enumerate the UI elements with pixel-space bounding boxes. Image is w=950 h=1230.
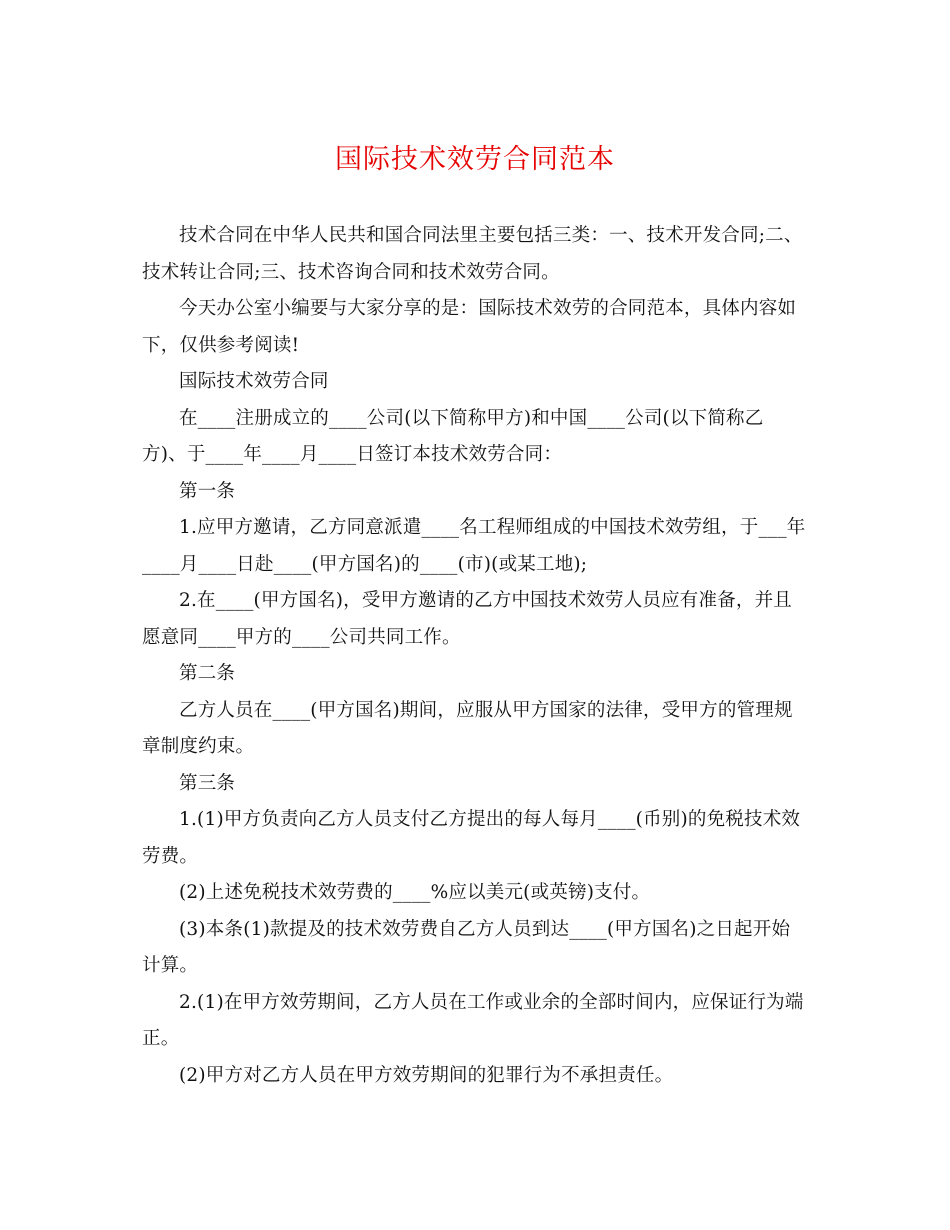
article-2-clause: 乙方人员在____(甲方国名)期间，应服从甲方国家的法律，受甲方的管理规章制度约束。 bbox=[142, 699, 793, 757]
paragraph-intro-2: 今天办公室小编要与大家分享的是：国际技术效劳的合同范本，具体内容如下，仅供参考阅读! bbox=[142, 298, 797, 356]
document-body bbox=[142, 218, 808, 1094]
article-3-clause-1-1: 1.(1)甲方负责向乙方人员支付乙方提出的每人每月____(币别)的免税技术效劳费。 bbox=[142, 809, 801, 867]
article-1-heading: 第一条 bbox=[179, 480, 236, 502]
paragraph-intro-1: 技术合同在中华人民共和国合同法里主要包括三类：一、技术开发合同;二、技术转让合同;三、技术咨询合同和技术效劳合同。 bbox=[142, 225, 803, 283]
article-3-heading: 第三条 bbox=[179, 772, 236, 794]
contract-heading: 国际技术效劳合同 bbox=[179, 371, 329, 392]
document-title: 国际技术效劳合同范本 bbox=[335, 144, 615, 175]
article-2-heading: 第二条 bbox=[179, 663, 236, 684]
article-3-clause-2-2: (2)甲方对乙方人员在甲方效劳期间的犯罪行为不承担责任。 bbox=[179, 1064, 674, 1086]
article-3-clause-2-1: 2.(1)在甲方效劳期间，乙方人员在工作或业余的全部时间内，应保证行为端正。 bbox=[142, 991, 804, 1049]
article-3-clause-1-2: (2)上述免税技术效劳费的____%应以美元(或英镑)支付。 bbox=[179, 882, 651, 903]
contract-preamble: 在____注册成立的____公司(以下简称甲方)和中国____公司(以下简称乙方)、于____年____月____日签订本技术效劳合同： bbox=[142, 407, 764, 465]
article-1-clause-1: 1.应甲方邀请，乙方同意派遣____名工程师组成的中国技术效劳组，于___年____月____日赴____(甲方国名)的____(市)(或某工地); bbox=[142, 517, 806, 575]
article-3-clause-1-3: (3)本条(1)款提及的技术效劳费自乙方人员到达____(甲方国名)之日起开始计算。 bbox=[142, 918, 791, 976]
article-1-clause-2: 2.在____(甲方国名)，受甲方邀请的乙方中国技术效劳人员应有准备，并且愿意同____甲方的____公司共同工作。 bbox=[142, 590, 792, 648]
